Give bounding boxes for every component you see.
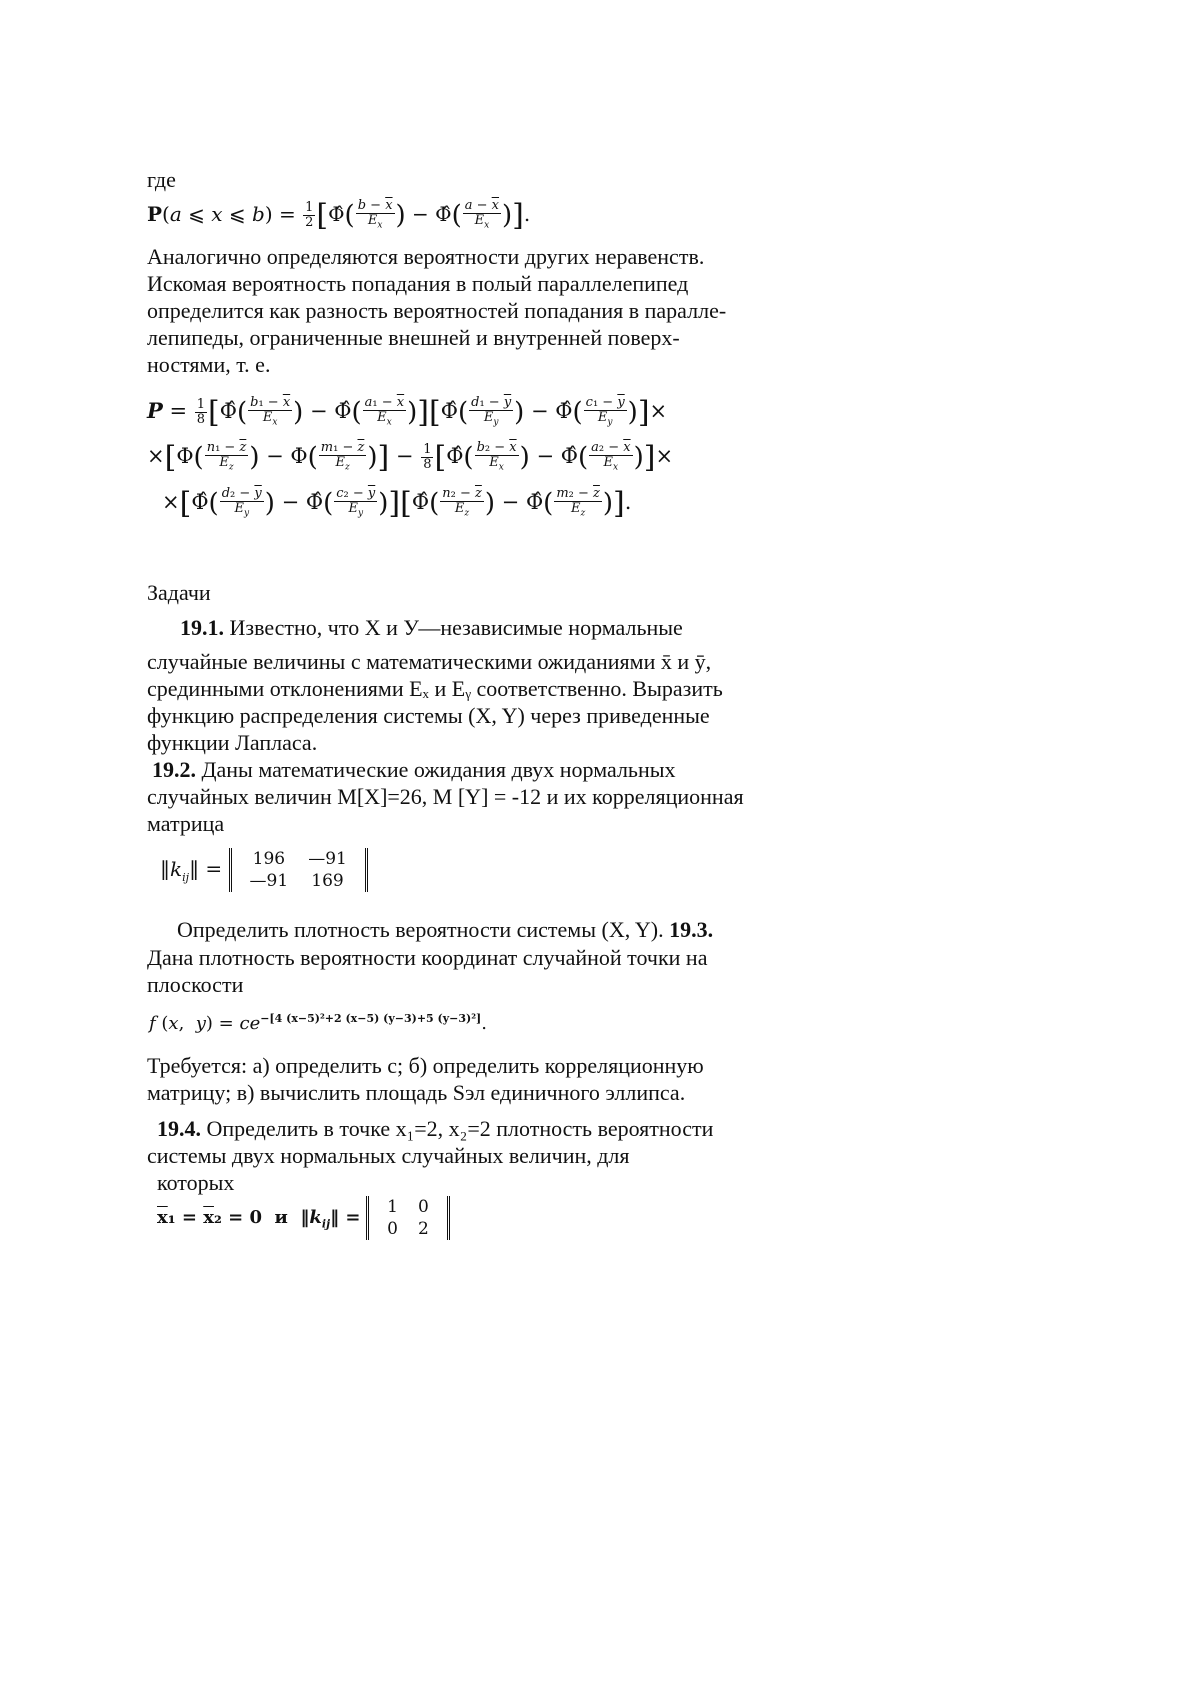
matrix-body	[366, 1196, 450, 1240]
task-19-3-line1: Дана плотность вероятности координат случайной точки на	[147, 945, 708, 970]
formula-19-4-conditions: $\overline{x}_1 = \overline{x}_2 = 0$ и $‖k_{ij}‖$ = 1 0 0 2	[157, 1196, 450, 1240]
matrix-cell: 169	[311, 871, 344, 891]
task-19-1-text1: Известно, что X и У—независимые нормальные	[229, 615, 683, 640]
para1-line4: лепипеды, ограниченные внешней и внутренней поверх-	[147, 325, 680, 350]
para1-line3: определится как разность вероятностей попадания в паралле-	[147, 298, 727, 323]
task-19-2-line1	[152, 756, 676, 784]
matrix-cell: 2	[418, 1219, 429, 1239]
matrix-cell: —91	[308, 849, 347, 869]
formula-probability-interval: P(a ⩽ x ⩽ b) = $\frac{1}{2}$ [Φ̂( $\frac{b - \overline{x}}{E_x}$ ) − Φ̂( $\frac{a - \overline{x}}{E_x}$ )].	[147, 197, 531, 233]
task-19-1-line2: случайные величины с математическими ожиданиями x̄ и ȳ,	[147, 649, 712, 674]
task-19-4-number: 19.4.	[157, 1116, 201, 1141]
formula-hollow-parallelepiped-line1: P = $\frac{1}{8}$ [Φ̂( $\frac{b_1 - \overline{x}}{E_x}$ ) − Φ̂( $\frac{a_1 - \overline{x}}{E_x}$ )][Φ̂( $\frac{d_1 - \overline{y}}{E_y}$ ) − Φ̂( $\frac{c_1 - \overline{y}}{E_y}$ )]×	[147, 394, 668, 430]
task-19-1-line4: функцию распределения системы (X, Y) через приведенные	[147, 703, 710, 728]
task-19-4-text1: Определить в точке x₁=2, x₂=2 плотность вероятности	[206, 1116, 714, 1141]
matrix-cell: —91	[249, 871, 289, 891]
correlation-matrix-19-2: $‖k_{ij}‖$ = 196 —91 —91 169	[160, 848, 368, 892]
task-19-3-line3: Требуется: а) определить c; б) определить корреляционную	[147, 1053, 704, 1078]
para1-line1: Аналогично определяются вероятности других неравенств.	[147, 244, 705, 269]
task-19-3-number: 19.3.	[669, 917, 714, 942]
text-gde: где	[147, 167, 176, 192]
task-19-4-line1	[157, 1115, 713, 1143]
formula-hollow-parallelepiped-line3: ×[Φ̂( $\frac{d_2 - \overline{y}}{E_y}$ ) − Φ̂( $\frac{c_2 - \overline{y}}{E_y}$ )][Φ̂( $\frac{n_2 - \overline{z}}{E_z}$ ) − Φ̂( $\frac{m_2 - \overline{z}}{E_z}$ )].	[162, 485, 632, 521]
matrix-cell: 196	[252, 849, 286, 869]
task-19-2-line2: случайных величин M[X]=26, M [Y] = -12 и их корреляционная	[147, 784, 744, 809]
task-19-1-number: 19.1.	[180, 615, 224, 640]
formula-hollow-parallelepiped-line2: ×[Φ( $\frac{n_1 - \overline{z}}{E_z}$ ) − Φ( $\frac{m_1 - \overline{z}}{E_z}$ )] − $\frac{1}{8}$ [Φ̂( $\frac{b_2 - \overline{x}}{E_x}$ ) − Φ̂( $\frac{a_2 - \overline{x}}{E_x}$ )]×	[147, 439, 674, 475]
para1-line2: Искомая вероятность попадания в полый параллелепипед	[147, 271, 689, 296]
task-19-1-line3: срединными отклонениями Eₓ и Eᵧ соответственно. Выразить	[147, 676, 723, 701]
task-19-2-question-line	[177, 916, 713, 944]
task-19-1-line1	[180, 614, 683, 642]
para1-line5: ностями, т. е.	[147, 352, 271, 377]
task-19-1-line5: функции Лапласа.	[147, 730, 318, 755]
heading-zadachi: Задачи	[147, 580, 211, 605]
matrix-body	[229, 848, 368, 892]
task-19-2-number: 19.2.	[152, 757, 196, 782]
task-19-2-text1: Даны математические ожидания двух нормальных	[201, 757, 676, 782]
task-19-4-line2: системы двух нормальных случайных величин, для	[147, 1143, 630, 1168]
matrix-cell: 0	[418, 1197, 429, 1217]
task-19-3-line4: матрицу; в) вычислить площадь Sэл единичного эллипса.	[147, 1080, 686, 1105]
matrix-cell: 1	[387, 1197, 398, 1217]
task-19-2-line3: матрица	[147, 811, 225, 836]
task-19-2-question: Определить плотность вероятности системы (X, Y).	[177, 917, 664, 942]
matrix-cell: 0	[387, 1219, 398, 1239]
task-19-4-line3: которых	[157, 1170, 235, 1195]
task-19-3-line2: плоскости	[147, 972, 244, 997]
formula-density-19-3: f (x, $y) = ce^{-[4 (x-5)^2+2 (x-5) (y-3)+5 (y-3)^2]}$.	[149, 1012, 487, 1034]
